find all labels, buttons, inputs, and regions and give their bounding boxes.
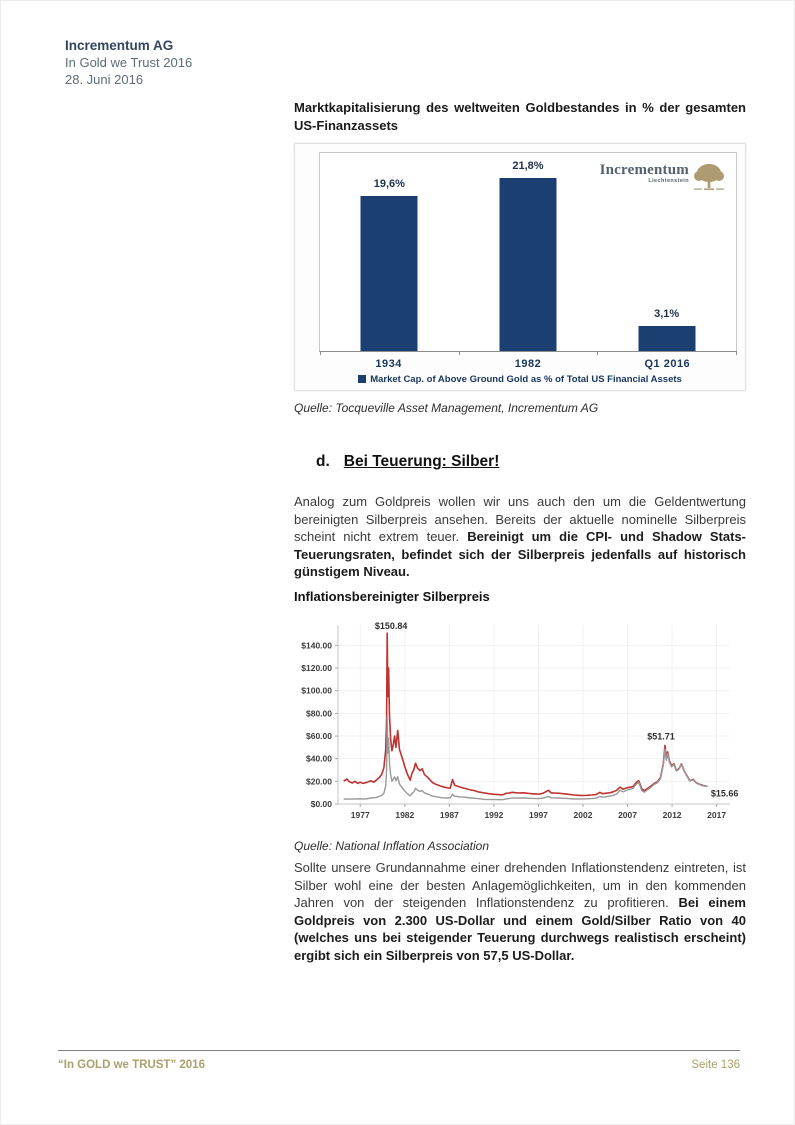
line-chart-source: Quelle: National Inflation Association <box>294 839 489 853</box>
tree-icon <box>692 163 726 198</box>
bar-chart-legend <box>295 374 745 385</box>
category-label: Q1 2016 <box>644 358 691 370</box>
svg-text:$120.00: $120.00 <box>301 663 332 674</box>
svg-text:$80.00: $80.00 <box>306 708 332 719</box>
category-label: 1934 <box>375 358 402 370</box>
section-heading-text: Bei Teuerung: Silber! <box>343 453 500 470</box>
bar-rect <box>361 196 418 351</box>
legend-label: Market Cap. of Above Ground Gold as % of Total US Financial Assets <box>370 374 682 385</box>
section-letter: d. <box>316 453 330 470</box>
footer-page-number: Seite 136 <box>691 1059 740 1071</box>
bar-chart-plot-area <box>319 152 737 352</box>
logo-wordmark: Incrementum <box>599 162 689 178</box>
svg-text:2002: 2002 <box>573 810 593 820</box>
bar-value-label: 21,8% <box>512 160 544 173</box>
paragraph-silver-outlook: Sollte unsere Grundannahme einer drehenden Inflationstendenz eintreten, ist Silber wohl eine der besten Anlagemöglichkeiten, um in den kommenden Jahren von der steigenden Inflationstendenz zu profitieren. Bei einem Goldpreis von 2.300 US-Dollar und einem Gold/Silber Ratio von 40 (welches uns bei steigender Teuerung durchwegs realistisch erscheint) ergibt sich ein Silberpreis von 57,5 US-Dollar. <box>294 860 746 963</box>
axis-tick <box>320 351 321 355</box>
svg-text:1992: 1992 <box>484 810 504 820</box>
svg-text:$0.00: $0.00 <box>310 799 332 809</box>
svg-text:$40.00: $40.00 <box>306 753 332 764</box>
svg-text:1997: 1997 <box>528 810 548 820</box>
footer-report-title: “In GOLD we TRUST” 2016 <box>58 1059 205 1071</box>
paragraph-silver-intro: Analog zum Goldpreis wollen wir uns auch den um die Geldentwertung bereinigten Silberpreis ansehen. Bereits der aktuelle nominelle Silberpreis scheint nicht extrem teuer. Bereinigt um die CPI- und Shadow Stats-Teuerungsraten, befindet sich der Silberpreis jedenfalls auf historisch günstigem Niveau. <box>294 494 746 579</box>
line-chart-svg <box>288 613 746 828</box>
legend-swatch-icon <box>358 375 366 383</box>
bar-chart-title: Marktkapitalisierung des weltweiten Goldbestandes in % der gesamten US-Finanzassets <box>294 100 746 133</box>
logo-subtitle: Liechtenstein <box>648 178 689 184</box>
svg-text:$100.00: $100.00 <box>301 685 332 696</box>
bar-1934 <box>361 153 418 351</box>
svg-text:2007: 2007 <box>618 810 638 820</box>
category-label: 1982 <box>514 358 542 370</box>
bar-value-label: 19,6% <box>373 177 405 190</box>
silver-price-line-chart <box>288 613 746 828</box>
svg-text:$15.66: $15.66 <box>710 788 739 799</box>
svg-text:$60.00: $60.00 <box>306 731 332 742</box>
bar-chart-category-axis <box>319 358 737 374</box>
bar-rect <box>500 178 557 351</box>
svg-text:$51.71: $51.71 <box>647 731 675 742</box>
svg-text:2012: 2012 <box>662 810 682 820</box>
footer-divider <box>58 1050 740 1051</box>
page-header <box>65 37 192 88</box>
svg-text:2017: 2017 <box>707 810 727 820</box>
company-name: Incrementum AG <box>65 38 174 53</box>
svg-text:1987: 1987 <box>439 810 459 820</box>
axis-tick <box>597 351 598 355</box>
bar-rect <box>638 326 695 351</box>
line-chart-title: Inflationsbereinigter Silberpreis <box>294 589 490 604</box>
axis-tick <box>736 351 737 355</box>
axis-tick <box>459 351 460 355</box>
bar-1982 <box>500 153 557 351</box>
svg-text:$140.00: $140.00 <box>301 640 332 651</box>
bar-value-label: 3,1% <box>654 308 680 321</box>
bar-chart-source: Quelle: Tocqueville Asset Management, Incrementum AG <box>294 401 599 415</box>
svg-text:1977: 1977 <box>350 810 370 820</box>
svg-text:$20.00: $20.00 <box>306 776 332 787</box>
bar-Q1 2016 <box>638 153 695 351</box>
svg-text:1982: 1982 <box>395 810 415 820</box>
svg-text:$150.84: $150.84 <box>374 621 408 632</box>
section-heading <box>316 453 499 471</box>
page-footer <box>58 1059 740 1071</box>
gold-marketcap-bar-chart <box>294 143 746 391</box>
report-title: In Gold we Trust 2016 <box>65 55 193 70</box>
report-date: 28. Juni 2016 <box>65 72 144 87</box>
